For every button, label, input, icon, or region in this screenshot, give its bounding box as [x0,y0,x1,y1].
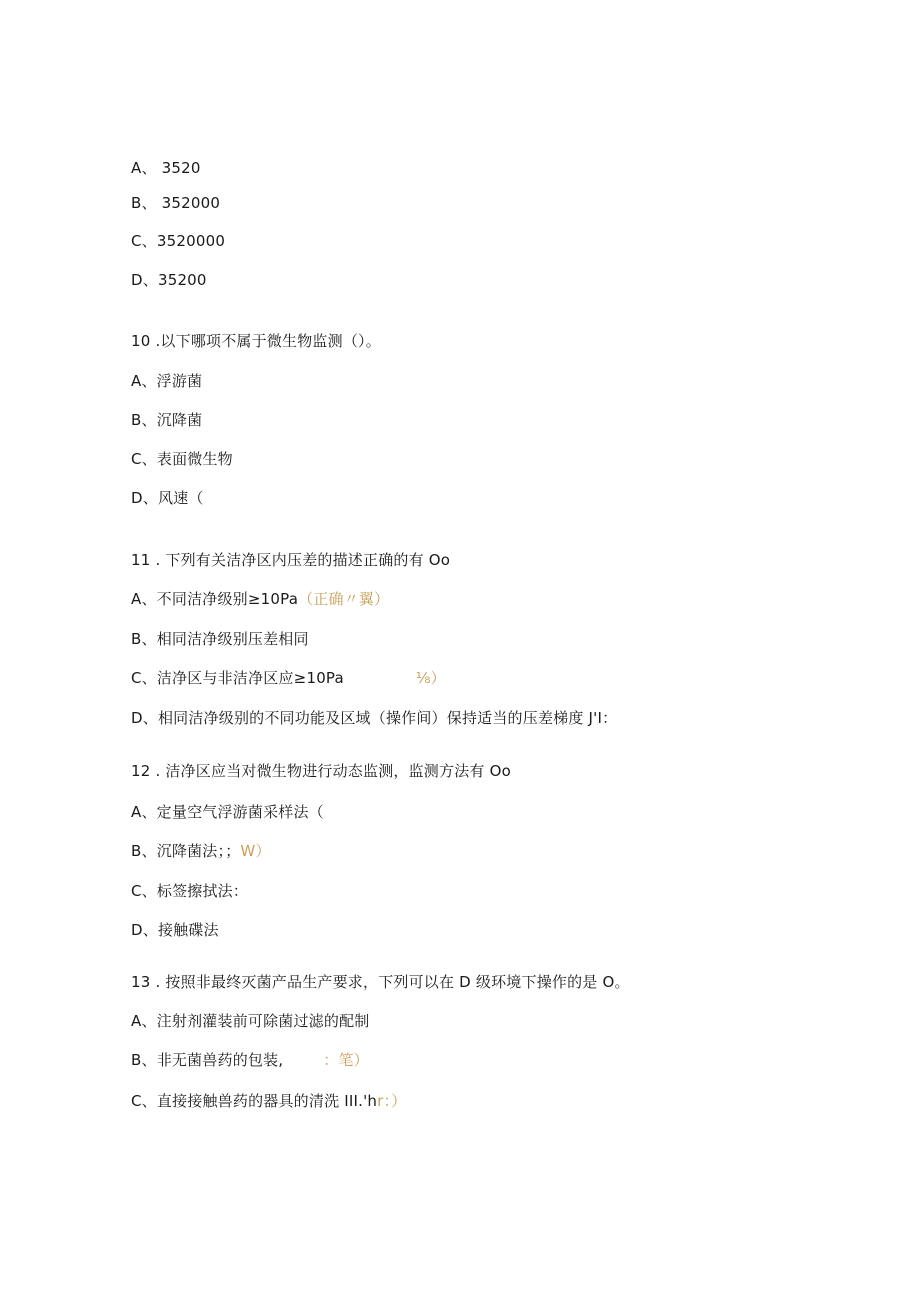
handwritten-annotation: W） [240,842,271,860]
option-prefix: C、 [131,1092,157,1110]
q11-option-c [131,668,446,688]
option-prefix: B、 [131,411,157,429]
option-text: 3520000 [156,232,226,250]
option-prefix: A、 [131,590,157,608]
option-text: 注射剂灌装前可除菌过滤的配制 [156,1012,370,1030]
q10-option-c [131,449,233,469]
q10-option-b [131,410,202,430]
q11-option-d [131,708,617,728]
question-text: . 按照非最终灭菌产品生产要求，下列可以在 D 级环境下操作的是 O。 [150,973,630,991]
question-text: .以下哪项不属于微生物监测（）。 [150,332,381,350]
question-number: 13 [131,973,151,991]
option-text: 352000 [156,194,221,212]
option-prefix: A、 [131,1012,157,1030]
q13-option-c [131,1091,406,1111]
q9-option-d [131,270,207,290]
handwritten-annotation: r：） [377,1092,407,1110]
option-text: 直接接触兽药的器具的清洗 III.'h [156,1092,378,1110]
q10-option-d [131,488,204,508]
option-text: 35200 [157,271,207,289]
option-prefix: C、 [131,669,157,687]
option-text: 接触碟法 [157,921,219,939]
option-text: 风速（ [157,489,204,507]
q13-option-b [131,1050,369,1070]
option-text: 沉降菌法；； [156,842,241,860]
q12-option-a [131,802,324,822]
question-number: 11 [131,551,151,569]
question-text: . 下列有关洁净区内压差的描述正确的有 Oo [150,551,451,569]
q13-stem [131,972,630,992]
option-prefix: B、 [131,630,157,648]
option-prefix: C、 [131,882,157,900]
option-text: 定量空气浮游菌采样法（ [156,803,324,821]
question-number: 12 [131,762,151,780]
q11-option-b [131,629,309,649]
option-prefix: D、 [131,709,158,727]
option-prefix: C、 [131,450,157,468]
q12-option-b [131,841,271,861]
handwritten-annotation: ：笔） [323,1051,369,1069]
option-text: 标签擦拭法： [156,882,249,900]
q9-option-c [131,231,225,251]
question-number: 10 [131,332,151,350]
option-prefix: D、 [131,489,158,507]
q9-option-a [131,158,201,178]
option-prefix: B、 [131,842,157,860]
option-text: 洁净区与非洁净区应≥10Pa [156,669,344,687]
option-text: 表面微生物 [156,450,233,468]
option-prefix: A、 [131,372,157,390]
option-prefix: B、 [131,1051,157,1069]
q9-option-b [131,193,220,213]
handwritten-annotation: ⅛） [415,669,446,687]
option-prefix: B、 [131,194,157,212]
option-text: 相同洁净级别压差相同 [156,630,309,648]
q13-option-a [131,1011,369,1031]
q10-stem [131,331,381,351]
option-prefix: C、 [131,232,157,250]
option-prefix: A、 [131,159,157,177]
q12-option-d [131,920,219,940]
q12-option-c [131,881,248,901]
q12-stem [131,761,511,781]
q11-stem [131,550,450,570]
option-text: 相同洁净级别的不同功能及区域（操作间）保持适当的压差梯度 J'I： [157,709,618,727]
option-text: 沉降菌 [156,411,203,429]
option-text: 浮游菌 [156,372,203,390]
handwritten-annotation: （正确〃翼） [298,590,390,608]
option-prefix: D、 [131,271,158,289]
q11-option-a [131,589,389,609]
option-text: 不同洁净级别≥10Pa [156,590,299,608]
question-text: . 洁净区应当对微生物进行动态监测，监测方法有 Oo [150,762,511,780]
q10-option-a [131,371,202,391]
option-prefix: D、 [131,921,158,939]
option-text: 3520 [156,159,201,177]
option-text: 非无菌兽药的包装, [156,1051,284,1069]
option-prefix: A、 [131,803,157,821]
